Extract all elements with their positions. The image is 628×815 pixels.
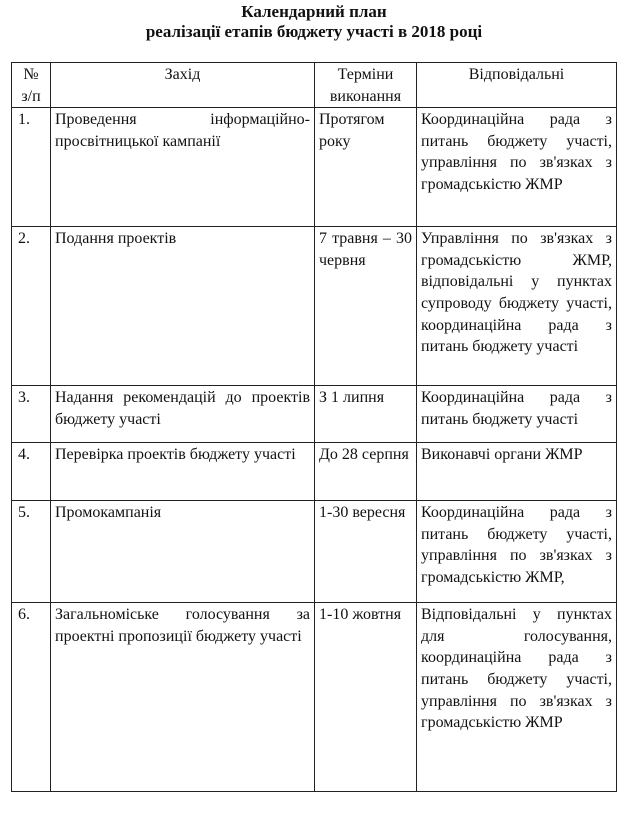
table-row [12, 386, 617, 443]
row-responsible: Координаційна рада з питань бюджету участі [417, 386, 617, 443]
row-term: З 1 липня [315, 386, 417, 443]
row-term: До 28 серпня [315, 443, 417, 501]
row-term: 1-30 вересня [315, 501, 417, 603]
header-term [315, 63, 417, 108]
header-number [12, 63, 51, 108]
row-responsible: Управління по зв'язках з громадськістю ЖМР, відповідальні у пунктах супроводу бюджету участі, координаційна рада з питань бюджету участі [417, 227, 617, 386]
row-term: 1-10 жовтня [315, 603, 417, 792]
calendar-plan-table [11, 62, 617, 792]
table-row [12, 603, 617, 792]
header-term-line-1: Терміни [337, 66, 394, 83]
row-event: Перевірка проектів бюджету участі [51, 443, 315, 501]
title-line-1: Календарний план [241, 2, 387, 21]
title-line-2: реалізації етапів бюджету участі в 2018 році [145, 22, 483, 41]
row-number: 2. [12, 227, 51, 386]
row-term: Протягом року [315, 108, 417, 227]
row-number: 1. [12, 108, 51, 227]
row-responsible: Відповідальні у пунктах для голосування, координаційна рада з питань бюджету участі, управління по зв'язках з громадськістю ЖМР [417, 603, 617, 792]
row-event: Надання рекомендацій до проектів бюджету участі [51, 386, 315, 443]
row-number: 6. [12, 603, 51, 792]
table-row [12, 501, 617, 603]
row-event: Проведення інформаційно-просвітницької кампанії [51, 108, 315, 227]
row-term: 7 травня – 30 червня [315, 227, 417, 386]
table-header-row [12, 63, 617, 108]
row-event: Промокампанія [51, 501, 315, 603]
table-row [12, 227, 617, 386]
row-number: 5. [12, 501, 51, 603]
header-term-line-2: виконання [329, 87, 402, 105]
header-number-line-1: № [23, 66, 39, 83]
row-number: 3. [12, 386, 51, 443]
header-number-line-2: з/п [21, 87, 41, 105]
table-row [12, 443, 617, 501]
row-event: Загальноміське голосування за проектні пропозиції бюджету участі [51, 603, 315, 792]
row-number: 4. [12, 443, 51, 501]
document-title [0, 2, 628, 42]
row-responsible: Виконавчі органи ЖМР [417, 443, 617, 501]
table-row [12, 108, 617, 227]
row-responsible: Координаційна рада з питань бюджету участі, управління по зв'язках з громадськістю ЖМР, [417, 501, 617, 603]
row-responsible: Координаційна рада з питань бюджету участі, управління по зв'язках з громадськістю ЖМР [417, 108, 617, 227]
row-event: Подання проектів [51, 227, 315, 386]
header-event: Захід [51, 63, 315, 108]
header-responsible: Відповідальні [417, 63, 617, 108]
